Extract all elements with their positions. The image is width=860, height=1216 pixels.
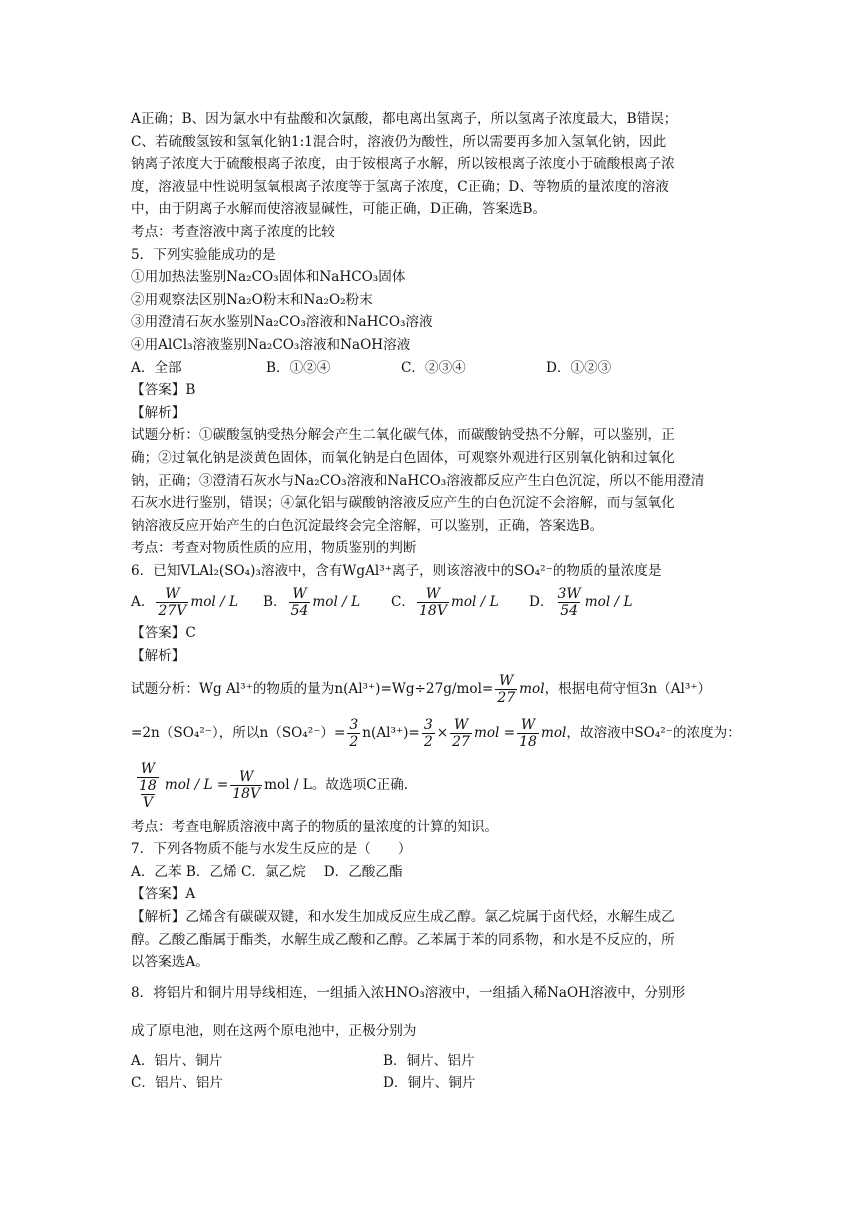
- q5-analysis-line: 试题分析：①碳酸氢钠受热分解会产生二氧化碳气体，而碳酸钠受热不分解，可以鉴别，正: [131, 427, 675, 444]
- q8-options-row-2: [131, 1072, 731, 1095]
- q6-kaodian: 考点：考查电解质溶液中离子的物质的量浓度的计算的知识。: [131, 818, 499, 835]
- q6-analysis-line-3: $\frac{\frac{W}{18}}{V}$ mol / L = $\frac{W}{18V}$ mol / L。故选项C正确.: [131, 756, 731, 816]
- q5-option-c: C．②③④: [401, 359, 466, 376]
- question-8-stem-cont: 成了原电池，则在这两个原电池中，正极分别为: [131, 1022, 417, 1039]
- text-line: C、若硫酸氢铵和氢氧化钠1:1混合时，溶液仍为酸性，所以需要再多加入氢氧化钠，因此: [131, 133, 667, 150]
- q5-kaodian: 考点：考查对物质性质的应用，物质鉴别的判断: [131, 540, 417, 557]
- q6-analysis-line-1: 试题分析：Wg Al³⁺的物质的量为n(Al³⁺)=Wg÷27g/mol= $\frac{W}{27}$ mol ，根据电荷守恒3n（Al³⁺）: [131, 673, 712, 707]
- q5-analysis-line: 钠，正确；③澄清石灰水与Na₂CO₃溶液和NaHCO₃溶液都反应产生白色沉淀，所以不能用澄清: [131, 472, 705, 489]
- q5-options: [131, 357, 731, 380]
- q6-option-b: B． $\frac{W}{54}$ mol / L: [263, 585, 361, 619]
- fraction: $\frac{W}{54}$: [290, 585, 309, 619]
- fraction: $\frac{3}{2}$: [423, 717, 433, 751]
- q6-option-d: D． $\frac{3W}{54}$ mol / L: [529, 585, 633, 619]
- q8-option-c: C．铝片、铝片: [131, 1075, 223, 1092]
- q8-options-row-1: [131, 1050, 731, 1073]
- q7-analysis-line: 【解析】乙烯含有碳碳双键，和水发生加成反应生成乙醇。氯乙烷属于卤代烃，水解生成乙: [131, 909, 675, 926]
- q6-jiexi-label: 【解析】: [131, 648, 186, 665]
- text-line: A正确；B、因为氯水中有盐酸和次氯酸，都电离出氢离子，所以氢离子浓度最大，B错误；: [131, 111, 678, 127]
- q5-statement-4: ④用AlCl₃溶液鉴别Na₂CO₃溶液和NaOH溶液: [131, 336, 411, 353]
- kaodian-line: 考点：考查溶液中离子浓度的比较: [131, 223, 335, 240]
- q5-option-b: B．①②④: [266, 359, 331, 376]
- text-line: 中，由于阴离子水解而使溶液显碱性，可能正确，D正确，答案选B。: [131, 201, 547, 218]
- q8-option-a: A．铝片、铜片: [131, 1052, 223, 1069]
- q7-analysis-line: 醇。乙酸乙酯属于酯类，水解生成乙酸和乙醇。乙苯属于苯的同系物，和水是不反应的，所: [131, 931, 675, 948]
- document-content: [131, 108, 741, 1095]
- fraction: $\frac{3W}{54}$: [557, 585, 581, 619]
- q5-option-a: A．全部: [131, 359, 182, 376]
- q6-analysis-line-2: =2n（SO₄²⁻），所以n（SO₄²⁻）= $\frac{3}{2}$ n(Al³⁺)= $\frac{3}{2}$ × $\frac{W}{27}$ mol = $\frac{W}{18}$ mol ，故溶液中SO₄²⁻的浓度为：: [131, 717, 741, 751]
- fraction: $\frac{W}{27V}$: [158, 585, 187, 619]
- question-7-stem: 7．下列各物质不能与水发生反应的是（ ）: [131, 841, 412, 858]
- q6-option-a: A． $\frac{W}{27V}$ mol / L: [131, 585, 239, 619]
- q7-answer: 【答案】A: [131, 886, 196, 903]
- text-line: 钠离子浓度大于硫酸根离子浓度，由于铵根离子水解，所以铵根离子浓度小于硫酸根离子浓: [131, 156, 675, 173]
- q5-jiexi-label: 【解析】: [131, 404, 186, 421]
- question-6-stem: 6．已知VLAl₂(SO₄)₃溶液中，含有WgAl³⁺离子，则该溶液中的SO₄²⁻的物质的量浓度是: [131, 562, 662, 579]
- fraction: $\frac{W}{18V}$: [232, 769, 261, 803]
- q6-options: [131, 582, 731, 622]
- q5-analysis-line: 钠溶液反应开始产生的白色沉淀最终会完全溶解，可以鉴别，正确，答案选B。: [131, 517, 604, 534]
- question-5-stem: 5．下列实验能成功的是: [131, 246, 276, 263]
- fraction: $\frac{W}{18}$: [519, 717, 537, 751]
- q5-statement-3: ③用澄清石灰水鉴别Na₂CO₃溶液和NaHCO₃溶液: [131, 314, 433, 331]
- q5-analysis-line: 确；②过氧化钠是淡黄色固体，而氧化钠是白色固体，可观察外观进行区别氧化钠和过氧化: [131, 449, 675, 466]
- q6-answer: 【答案】C: [131, 625, 196, 642]
- fraction: $\frac{3}{2}$: [349, 717, 359, 751]
- fraction: $\frac{W}{27}$: [452, 717, 470, 751]
- fraction: $\frac{W}{18V}$: [419, 585, 447, 619]
- q5-option-d: D．①②③: [546, 359, 612, 376]
- q7-analysis-line: 以答案选A。: [131, 954, 209, 971]
- q8-option-b: B．铜片、铝片: [383, 1052, 475, 1069]
- q5-statement-2: ②用观察法区别Na₂O粉末和Na₂O₂粉末: [131, 291, 373, 308]
- q5-answer: 【答案】B: [131, 382, 196, 399]
- fraction: $\frac{W}{18}$: [139, 760, 157, 794]
- compound-fraction: $\frac{\frac{W}{18}}{V}$: [139, 760, 157, 811]
- q5-statement-1: ①用加热法鉴别Na₂CO₃固体和NaHCO₃固体: [131, 269, 406, 286]
- fraction: $\frac{W}{27}$: [497, 673, 516, 707]
- q6-option-c: C． $\frac{W}{18V}$ mol / L: [391, 585, 499, 619]
- q8-option-d: D．铜片、铜片: [383, 1075, 476, 1092]
- question-8-stem: 8．将铝片和铜片用导线相连，一组插入浓HNO₃溶液中，一组插入稀NaOH溶液中，分别形: [131, 984, 686, 1001]
- q7-options: A．乙苯 B．乙烯 C．氯乙烷 D．乙酸乙酯: [131, 863, 403, 880]
- text-line: 度，溶液显中性说明氢氧根离子浓度等于氢离子浓度，C正确；D、等物质的量浓度的溶液: [131, 178, 669, 195]
- q5-analysis-line: 石灰水进行鉴别，错误；④氯化铝与碳酸钠溶液反应产生的白色沉淀不会溶解，而与氢氧化: [131, 495, 675, 512]
